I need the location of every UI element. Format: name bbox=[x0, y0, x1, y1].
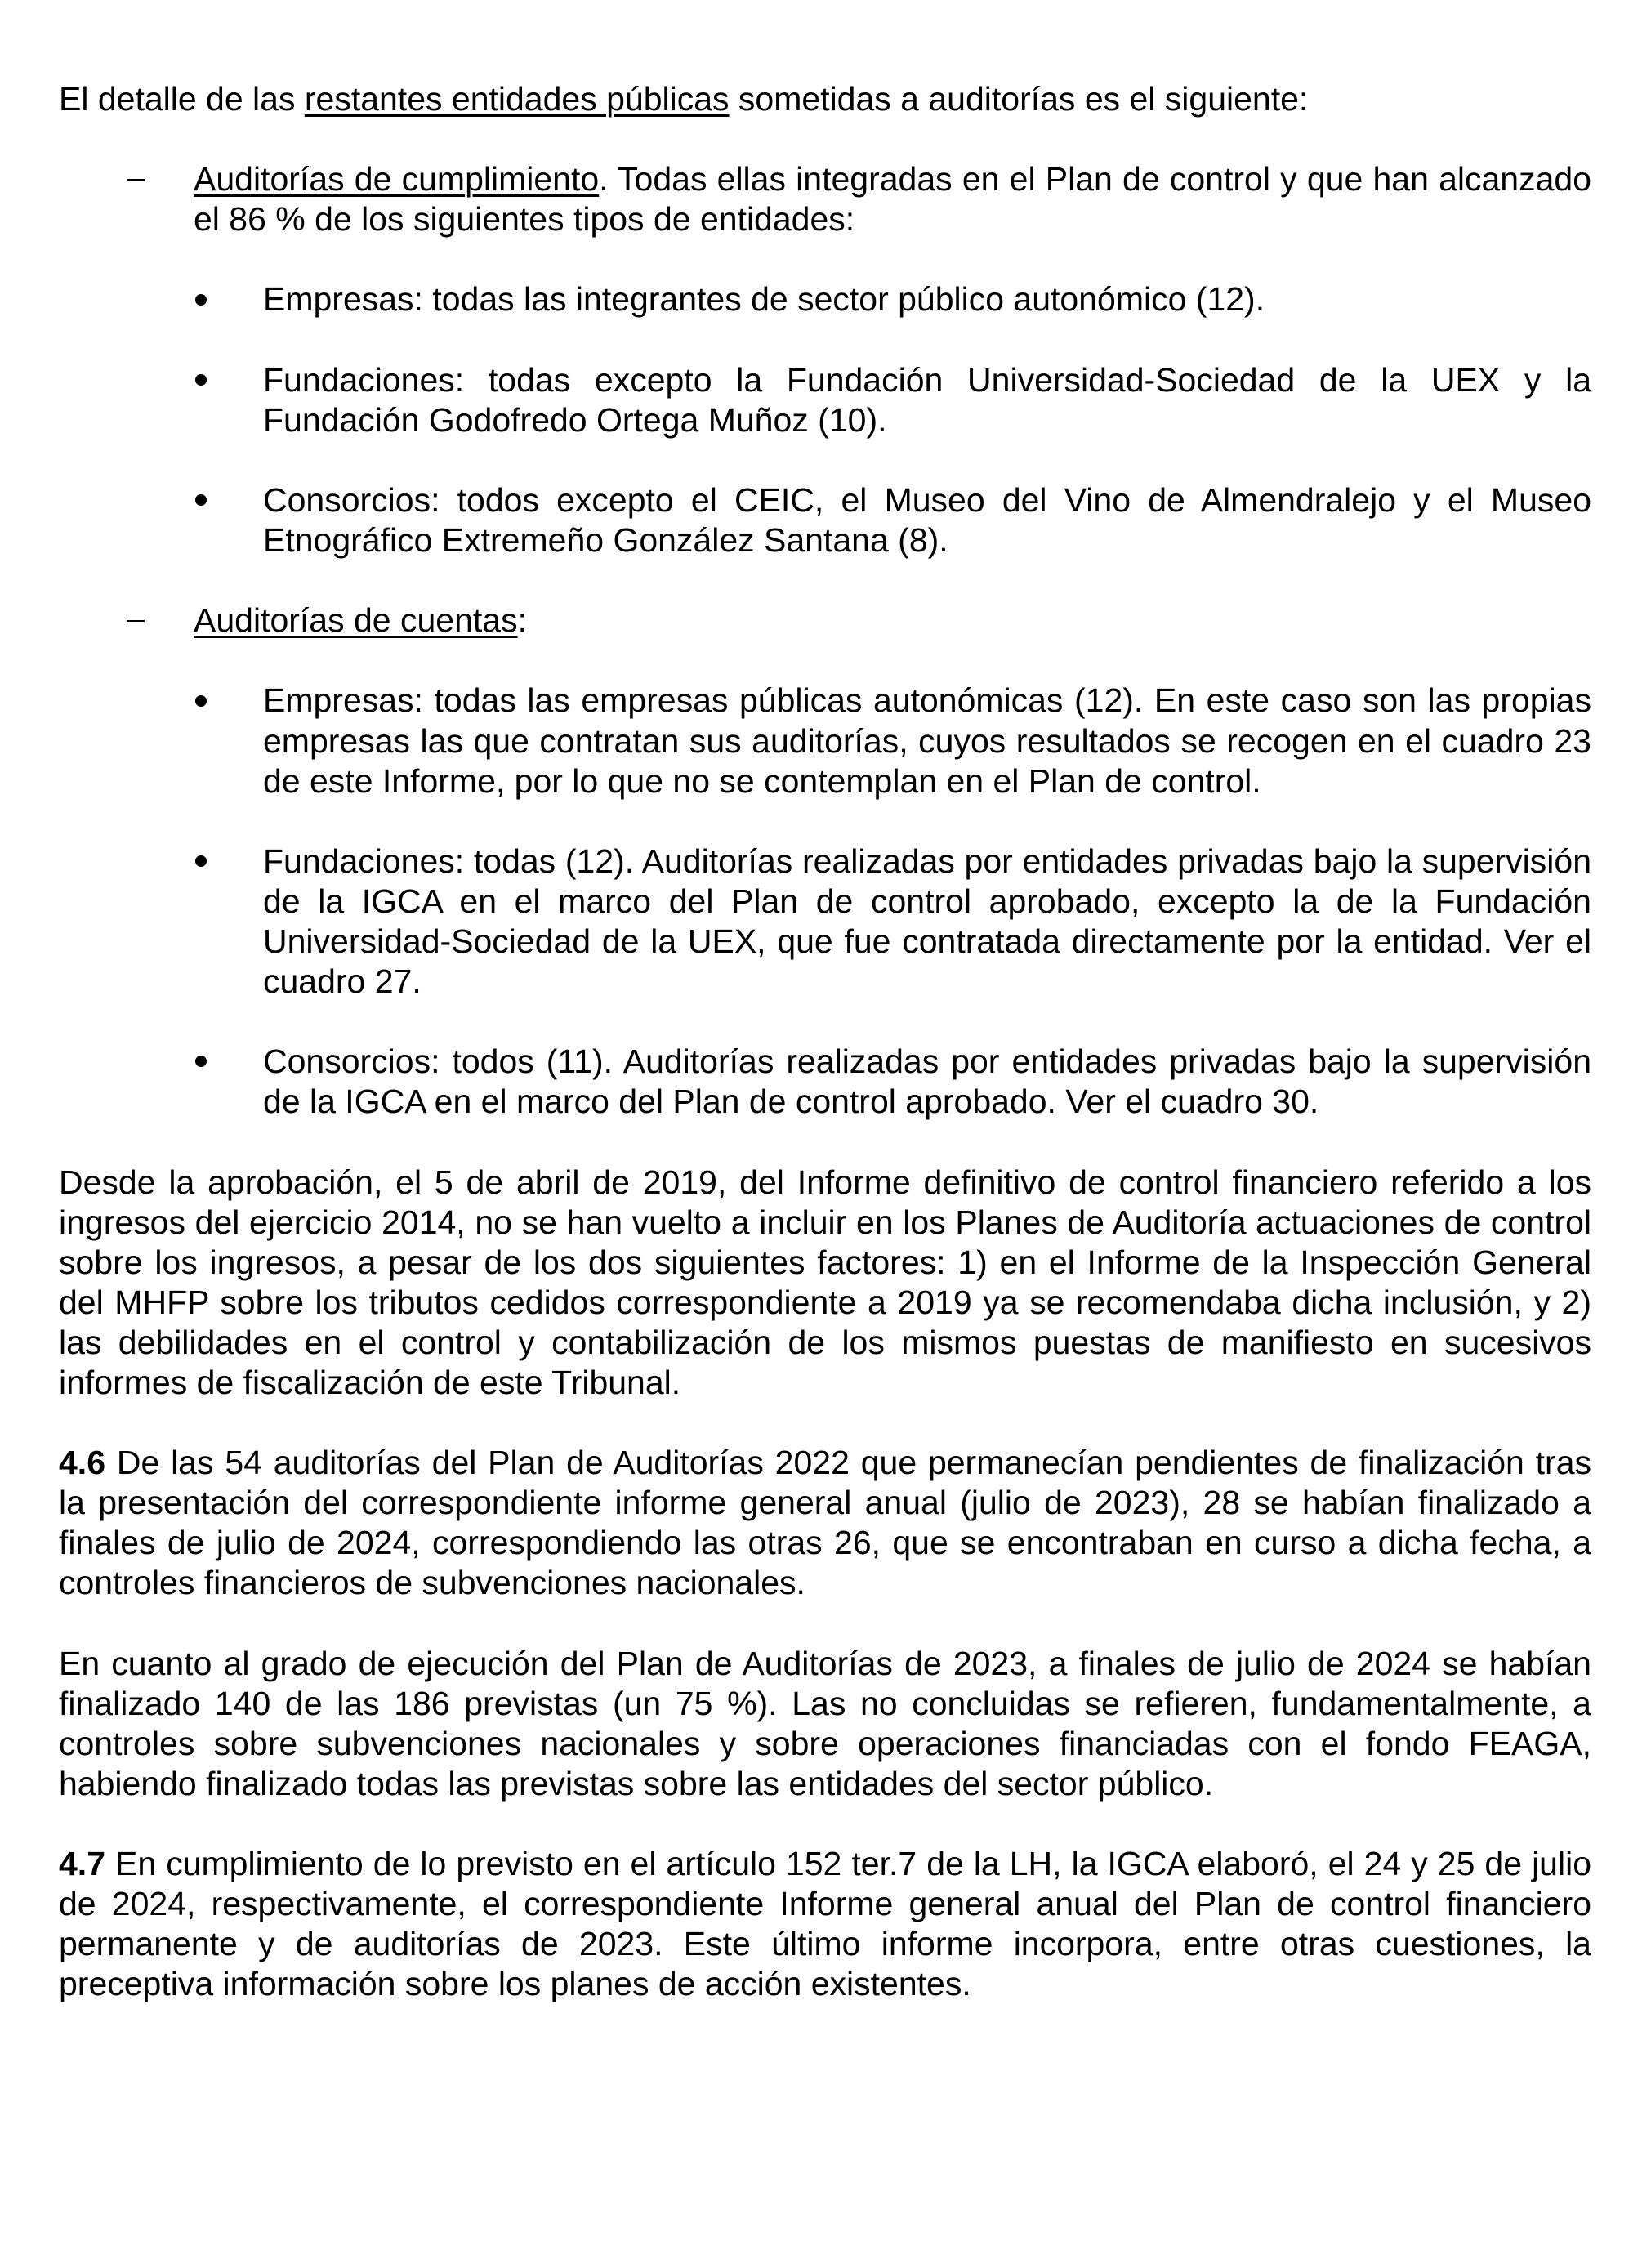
list-item-bullet bbox=[59, 279, 1591, 319]
bullet-text: Fundaciones: todas (12). Auditorías realizadas por entidades privadas bajo la supervisión de la IGCA en el marco del Plan de control aprobado, excepto la de la Fundación Universidad-Sociedad de la UEX, que fue contratada directamente por la entidad. Ver el cuadro 27. bbox=[263, 842, 1591, 1001]
list-item-auditorias-cuentas bbox=[59, 600, 1591, 641]
list-item-bullet bbox=[59, 842, 1591, 1002]
paragraph-en-cuanto: En cuanto al grado de ejecución del Plan de Auditorías de 2023, a finales de julio de 2024 se habían finalizado 140 de las 186 previstas (un 75 %). Las no concluidas se refieren, fundamentalmente, a controles sobre subvenciones nacionales y sobre operaciones financiadas con el fondo FEAGA, habiendo finalizado todas las previstas sobre las entidades del sector público. bbox=[59, 1644, 1591, 1802]
list-item-auditorias-cumplimiento bbox=[59, 159, 1591, 239]
document-page bbox=[59, 79, 1591, 2005]
intro-paragraph bbox=[59, 79, 1591, 119]
bullet-icon bbox=[195, 279, 207, 319]
list-item-bullet bbox=[59, 360, 1591, 440]
paragraph-desde: Desde la aprobación, el 5 de abril de 2019, del Informe definitivo de control financiero referido a los ingresos del ejercicio 2014, no se han vuelto a incluir en los Planes de Auditoría actuaciones de control sobre los ingresos, a pesar de los dos siguientes factores: 1) en el Informe de la Inspección General del MHFP sobre los tributos cedidos correspondiente a 2019 ya se recomendaba dicha inclusión, y 2) las debilidades en el control y contabilización de los mismos puestas de manifiesto en sucesivos informes de fiscalización de este Tribunal. bbox=[59, 1163, 1591, 1401]
dash-icon bbox=[127, 159, 146, 199]
intro-text-before: El detalle de las bbox=[59, 80, 305, 118]
bullet-text: Fundaciones: todas excepto la Fundación Universidad-Sociedad de la UEX y la Fundación Godofredo Ortega Muñoz (10). bbox=[263, 360, 1591, 439]
dash-icon bbox=[127, 600, 146, 641]
paragraph-4-7 bbox=[59, 1844, 1591, 2004]
bullet-text: Consorcios: todos excepto el CEIC, el Museo del Vino de Almendralejo y el Museo Etnográfico Extremeño González Santana (8). bbox=[263, 480, 1591, 560]
paragraph-4-7-text: En cumplimiento de lo previsto en el artículo 152 ter.7 de la LH, la IGCA elaboró, el 24 y 25 de julio de 2024, respectivamente, el correspondiente Informe general anual del Plan de control financiero permanente y de auditorías de 2023. Este último informe incorpora, entre otras cuestiones, la preceptiva información sobre los planes de acción existentes. bbox=[59, 1845, 1591, 2003]
bullet-icon bbox=[195, 360, 207, 400]
section-heading-cuentas: Auditorías de cuentas bbox=[194, 601, 518, 640]
section-text-cumplimiento: . Todas ellas integradas en el Plan de control y que han alcanzado el 86 % de los siguientes tipos de entidades: bbox=[194, 160, 1592, 239]
paragraph-4-6 bbox=[59, 1443, 1591, 1603]
bullet-icon bbox=[195, 1042, 207, 1082]
section-number-4-7: 4.7 bbox=[59, 1845, 105, 1883]
intro-underlined-phrase: restantes entidades públicas bbox=[304, 80, 730, 118]
paragraph-4-6-text: De las 54 auditorías del Plan de Auditorías 2022 que permanecían pendientes de finalización tras la presentación del correspondiente informe general anual (julio de 2023), 28 se habían finalizado a finales de julio de 2024, correspondiendo las otras 26, que se encontraban en curso a dicha fecha, a controles financieros de subvenciones nacionales. bbox=[59, 1444, 1591, 1602]
bullet-icon bbox=[195, 681, 207, 721]
bullet-text: Empresas: todas las integrantes de sector público autonómico (12). bbox=[263, 280, 1265, 319]
list-item-bullet bbox=[59, 1042, 1591, 1122]
section-heading-cumplimiento: Auditorías de cumplimiento bbox=[194, 160, 600, 199]
bullet-icon bbox=[195, 842, 207, 882]
list-item-bullet bbox=[59, 681, 1591, 801]
bullet-text: Consorcios: todos (11). Auditorías realizadas por entidades privadas bajo la supervisión de la IGCA en el marco del Plan de control aprobado. Ver el cuadro 30. bbox=[263, 1042, 1591, 1121]
list-item-bullet bbox=[59, 480, 1591, 560]
bullet-text: Empresas: todas las empresas públicas autonómicas (12). En este caso son las propias empresas las que contratan sus auditorías, cuyos resultados se recogen en el cuadro 23 de este Informe, por lo que no se contemplan en el Plan de control. bbox=[263, 681, 1591, 800]
section-text-cuentas: : bbox=[517, 601, 527, 640]
bullet-icon bbox=[195, 480, 207, 520]
intro-text-after: sometidas a auditorías es el siguiente: bbox=[729, 80, 1309, 118]
section-number-4-6: 4.6 bbox=[59, 1444, 105, 1482]
